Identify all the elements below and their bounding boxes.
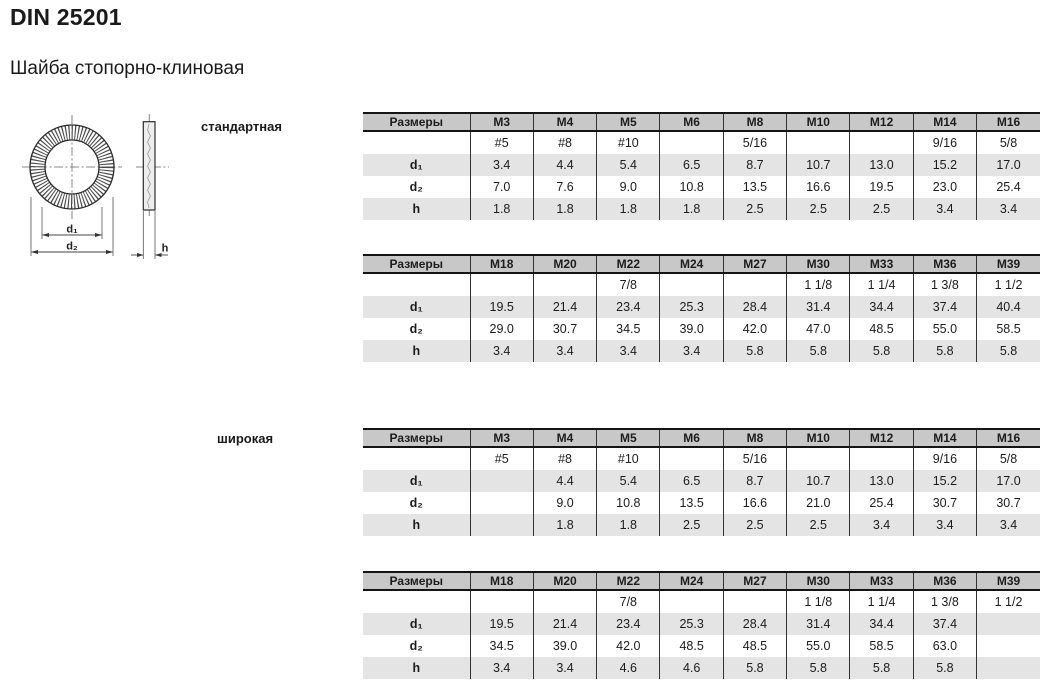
row-label: d₂ [409, 180, 423, 194]
value-cell: 13.0 [850, 470, 913, 492]
row-label [363, 447, 470, 470]
value-cell: 5.8 [787, 340, 850, 362]
value-cell: 30.7 [913, 492, 976, 514]
table-row [363, 492, 1040, 514]
table-wide-m3-m16 [363, 428, 1040, 536]
value-cell: 5/8 [977, 447, 1040, 470]
value-cell [977, 635, 1040, 657]
size-column-header: M39 [977, 255, 1040, 273]
table-row [363, 198, 1040, 220]
size-column-header: M10 [787, 429, 850, 447]
size-column-header: M12 [850, 429, 913, 447]
value-cell: 5/16 [723, 131, 786, 154]
value-cell: 1.8 [597, 198, 660, 220]
value-cell: 15.2 [913, 154, 976, 176]
value-cell [470, 273, 533, 296]
value-cell: 55.0 [913, 318, 976, 340]
value-cell: #5 [470, 131, 533, 154]
size-column-header: M14 [913, 113, 976, 131]
value-cell: 16.6 [723, 492, 786, 514]
size-column-header: M5 [597, 429, 660, 447]
value-cell: 6.5 [660, 470, 723, 492]
value-cell: 5.4 [597, 470, 660, 492]
table-wide-m18-m39 [363, 571, 1040, 679]
value-cell: 25.4 [977, 176, 1040, 198]
washer-technical-drawing [10, 110, 195, 272]
value-cell: 55.0 [787, 635, 850, 657]
value-cell: 39.0 [660, 318, 723, 340]
value-cell: 19.5 [470, 296, 533, 318]
value-cell: 25.3 [660, 296, 723, 318]
value-cell: 17.0 [977, 470, 1040, 492]
value-cell: 5.4 [597, 154, 660, 176]
table-row [363, 657, 1040, 679]
dimension-h [131, 243, 169, 258]
value-cell: 5.8 [850, 340, 913, 362]
value-cell: 23.4 [597, 296, 660, 318]
value-cell: 34.4 [850, 613, 913, 635]
value-cell: 37.4 [913, 613, 976, 635]
value-cell: 23.4 [597, 613, 660, 635]
table-row [363, 176, 1040, 198]
size-column-header: M8 [723, 113, 786, 131]
size-column-header: M24 [660, 572, 723, 590]
value-cell: 21.4 [533, 613, 596, 635]
value-cell: 9.0 [533, 492, 596, 514]
dimensions-header: Размеры [363, 572, 470, 590]
value-cell: 5/8 [977, 131, 1040, 154]
value-cell: 3.4 [977, 514, 1040, 536]
value-cell: 2.5 [723, 514, 786, 536]
value-cell [660, 447, 723, 470]
size-column-header: M18 [470, 572, 533, 590]
value-cell: 13.5 [723, 176, 786, 198]
value-cell: 25.4 [850, 492, 913, 514]
value-cell: 3.4 [913, 198, 976, 220]
extension-lines [31, 197, 155, 259]
value-cell: 42.0 [723, 318, 786, 340]
value-cell: 1 1/8 [787, 590, 850, 613]
size-column-header: M6 [660, 429, 723, 447]
value-cell: #8 [533, 447, 596, 470]
size-column-header: M14 [913, 429, 976, 447]
header-row [363, 113, 1040, 131]
size-column-header: M22 [597, 572, 660, 590]
table-row [363, 154, 1040, 176]
wide-sizes-m3-m16 [363, 428, 1040, 536]
size-column-header: M39 [977, 572, 1040, 590]
size-column-header: M4 [533, 429, 596, 447]
washer-side-view [143, 122, 155, 210]
value-cell [660, 590, 723, 613]
value-cell: 5.8 [787, 657, 850, 679]
value-cell: 3.4 [533, 340, 596, 362]
table-row [363, 296, 1040, 318]
value-cell: 2.5 [723, 198, 786, 220]
dimensions-header: Размеры [363, 255, 470, 273]
size-column-header: M18 [470, 255, 533, 273]
row-label: d₂ [409, 496, 423, 510]
standard-sizes-m3-m16 [363, 112, 1040, 220]
table-row [363, 447, 1040, 470]
value-cell: 4.6 [597, 657, 660, 679]
value-cell: 17.0 [977, 154, 1040, 176]
value-cell [977, 657, 1040, 679]
size-column-header: M16 [977, 429, 1040, 447]
value-cell: 16.6 [787, 176, 850, 198]
size-column-header: M36 [913, 255, 976, 273]
value-cell: 21.0 [787, 492, 850, 514]
value-cell: 7.6 [533, 176, 596, 198]
d2-label: d₂ [66, 240, 78, 253]
value-cell: 42.0 [597, 635, 660, 657]
size-column-header: M24 [660, 255, 723, 273]
value-cell: 39.0 [533, 635, 596, 657]
value-cell [977, 613, 1040, 635]
row-label: d₁ [363, 470, 470, 492]
value-cell: 8.7 [723, 154, 786, 176]
header-row [363, 572, 1040, 590]
table-row [363, 318, 1040, 340]
value-cell: #10 [597, 447, 660, 470]
value-cell: 3.4 [977, 198, 1040, 220]
value-cell [660, 273, 723, 296]
value-cell [660, 131, 723, 154]
section-label-wide: широкая [217, 431, 274, 446]
value-cell: 9/16 [913, 447, 976, 470]
size-column-header: M8 [723, 429, 786, 447]
value-cell: #10 [597, 131, 660, 154]
value-cell: 6.5 [660, 154, 723, 176]
size-column-header: M6 [660, 113, 723, 131]
value-cell: 1.8 [597, 514, 660, 536]
dimension-d2 [31, 241, 113, 255]
value-cell: 1.8 [533, 198, 596, 220]
value-cell: 37.4 [913, 296, 976, 318]
h-label: h [161, 242, 169, 255]
size-column-header: M4 [533, 113, 596, 131]
value-cell: 2.5 [850, 198, 913, 220]
value-cell: 5.8 [723, 657, 786, 679]
value-cell: 2.5 [787, 198, 850, 220]
size-column-header: M5 [597, 113, 660, 131]
size-column-header: M30 [787, 572, 850, 590]
size-column-header: M16 [977, 113, 1040, 131]
value-cell: 7/8 [597, 273, 660, 296]
table-row [363, 131, 1040, 154]
value-cell [470, 514, 533, 536]
value-cell: 34.5 [597, 318, 660, 340]
value-cell: 1.8 [660, 198, 723, 220]
value-cell: 1 3/8 [913, 273, 976, 296]
value-cell: 3.4 [913, 514, 976, 536]
section-label-standard: стандартная [201, 119, 282, 134]
size-column-header: M3 [470, 429, 533, 447]
value-cell [850, 131, 913, 154]
row-label: d₂ [409, 322, 423, 336]
value-cell: 5.8 [977, 340, 1040, 362]
value-cell: 10.8 [660, 176, 723, 198]
value-cell: 48.5 [723, 635, 786, 657]
value-cell: 29.0 [470, 318, 533, 340]
size-column-header: M33 [850, 255, 913, 273]
value-cell: 15.2 [913, 470, 976, 492]
table-row [363, 635, 1040, 657]
table-standard-m18-m39 [363, 254, 1040, 362]
value-cell: 7.0 [470, 176, 533, 198]
table-row [363, 590, 1040, 613]
row-label: h [363, 657, 470, 679]
value-cell: 7/8 [597, 590, 660, 613]
value-cell: 58.5 [850, 635, 913, 657]
value-cell: 13.0 [850, 154, 913, 176]
value-cell: 3.4 [533, 657, 596, 679]
table-row [363, 514, 1040, 536]
document-title: Шайба стопорно-клиновая [10, 58, 245, 79]
value-cell: 1 1/8 [787, 273, 850, 296]
value-cell: 30.7 [977, 492, 1040, 514]
value-cell: 58.5 [977, 318, 1040, 340]
value-cell: 3.4 [470, 154, 533, 176]
value-cell: 40.4 [977, 296, 1040, 318]
value-cell: 31.4 [787, 613, 850, 635]
row-label [363, 131, 470, 154]
size-column-header: M33 [850, 572, 913, 590]
value-cell: 48.5 [850, 318, 913, 340]
size-column-header: M20 [533, 255, 596, 273]
value-cell: 3.4 [470, 340, 533, 362]
value-cell: 34.5 [470, 635, 533, 657]
value-cell [470, 590, 533, 613]
value-cell: 2.5 [787, 514, 850, 536]
dimensions-header: Размеры [363, 429, 470, 447]
size-column-header: M20 [533, 572, 596, 590]
value-cell: 4.4 [533, 470, 596, 492]
size-column-header: M10 [787, 113, 850, 131]
value-cell [787, 447, 850, 470]
value-cell: 48.5 [660, 635, 723, 657]
value-cell: 3.4 [660, 340, 723, 362]
value-cell: 28.4 [723, 613, 786, 635]
value-cell: 1.8 [470, 198, 533, 220]
value-cell: 3.4 [470, 657, 533, 679]
value-cell: 1 1/2 [977, 590, 1040, 613]
size-column-header: M3 [470, 113, 533, 131]
table-standard-m3-m16 [363, 112, 1040, 220]
size-column-header: M36 [913, 572, 976, 590]
value-cell: 5.8 [723, 340, 786, 362]
value-cell [470, 492, 533, 514]
table-row [363, 470, 1040, 492]
value-cell: 9.0 [597, 176, 660, 198]
table-row [363, 613, 1040, 635]
value-cell: 19.5 [470, 613, 533, 635]
row-label: h [363, 198, 470, 220]
size-column-header: M27 [723, 255, 786, 273]
value-cell: 1 1/4 [850, 590, 913, 613]
value-cell [723, 590, 786, 613]
value-cell: 5/16 [723, 447, 786, 470]
row-label: h [363, 514, 470, 536]
value-cell: 1.8 [533, 514, 596, 536]
size-column-header: M27 [723, 572, 786, 590]
value-cell: 10.7 [787, 470, 850, 492]
table-row [363, 340, 1040, 362]
value-cell: 5.8 [913, 657, 976, 679]
header-row [363, 255, 1040, 273]
size-column-header: M22 [597, 255, 660, 273]
value-cell: 1 1/4 [850, 273, 913, 296]
value-cell: 3.4 [597, 340, 660, 362]
value-cell: 23.0 [913, 176, 976, 198]
header-row [363, 429, 1040, 447]
value-cell [787, 131, 850, 154]
value-cell: 31.4 [787, 296, 850, 318]
document-standard-number: DIN 25201 [10, 4, 122, 30]
value-cell: 5.8 [913, 340, 976, 362]
row-label [363, 273, 470, 296]
row-label: d₂ [409, 639, 423, 653]
standard-sizes-m18-m39 [363, 254, 1040, 362]
value-cell: 9/16 [913, 131, 976, 154]
value-cell: 4.4 [533, 154, 596, 176]
size-column-header: M12 [850, 113, 913, 131]
value-cell: 8.7 [723, 470, 786, 492]
value-cell [723, 273, 786, 296]
value-cell: 19.5 [850, 176, 913, 198]
value-cell: 3.4 [850, 514, 913, 536]
value-cell [533, 590, 596, 613]
row-label: d₁ [363, 296, 470, 318]
value-cell: 10.8 [597, 492, 660, 514]
value-cell: 28.4 [723, 296, 786, 318]
value-cell: 1 1/2 [977, 273, 1040, 296]
wide-sizes-m18-m39 [363, 571, 1040, 679]
value-cell: 4.6 [660, 657, 723, 679]
value-cell: 5.8 [850, 657, 913, 679]
row-label: d₁ [363, 613, 470, 635]
value-cell: 10.7 [787, 154, 850, 176]
value-cell: 30.7 [533, 318, 596, 340]
value-cell: 25.3 [660, 613, 723, 635]
value-cell: 21.4 [533, 296, 596, 318]
table-row [363, 273, 1040, 296]
row-label [363, 590, 470, 613]
value-cell: 2.5 [660, 514, 723, 536]
value-cell: 1 3/8 [913, 590, 976, 613]
value-cell: 63.0 [913, 635, 976, 657]
value-cell [850, 447, 913, 470]
value-cell: #8 [533, 131, 596, 154]
value-cell: 47.0 [787, 318, 850, 340]
dimensions-header: Размеры [363, 113, 470, 131]
row-label: d₁ [363, 154, 470, 176]
size-column-header: M30 [787, 255, 850, 273]
row-label: h [363, 340, 470, 362]
value-cell: 34.4 [850, 296, 913, 318]
dimension-d1 [42, 224, 102, 238]
d1-label: d₁ [66, 223, 78, 236]
value-cell: #5 [470, 447, 533, 470]
value-cell: 13.5 [660, 492, 723, 514]
value-cell [533, 273, 596, 296]
value-cell [470, 470, 533, 492]
